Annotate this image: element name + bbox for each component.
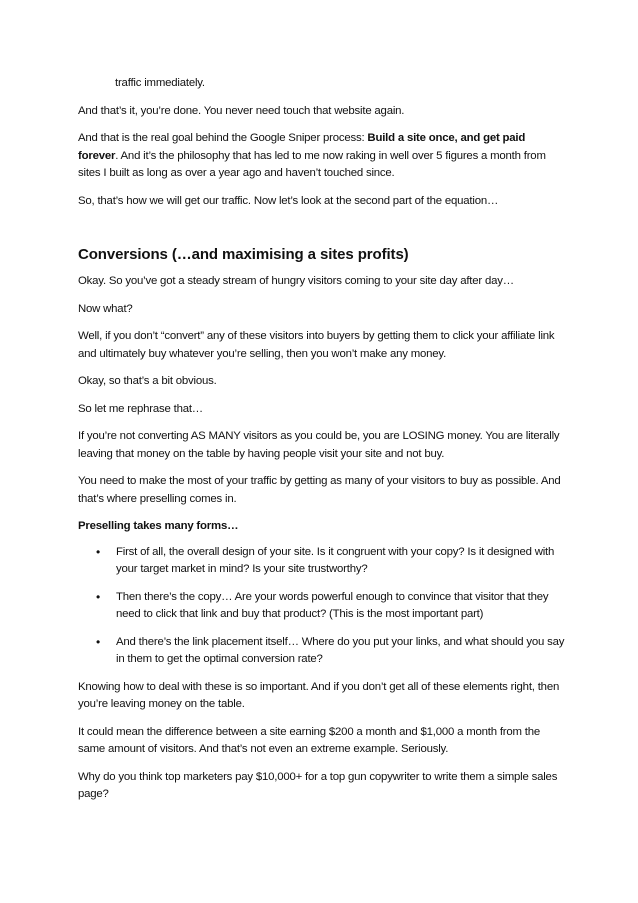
- paragraph-losing: If you’re not converting AS MANY visitors as you could be, you are LOSING money. You are literally leaving that money on the table by having people visit your site and not buy.: [78, 430, 560, 460]
- section-spacer: [78, 220, 566, 245]
- bullet-icon: •: [96, 544, 101, 559]
- paragraph-okay: Okay. So you’ve got a steady stream of hungry visitors coming to your site day after day…: [78, 275, 514, 287]
- paragraph-rephrase: So let me rephrase that…: [78, 402, 203, 415]
- goal-text-after: . And it’s the philosophy that has led to me now raking in well over 5 figures a month from sites I built as long as over a year ago and haven’t touched since.: [78, 149, 546, 179]
- paragraph-traffic: So, that’s how we will get our traffic. Now let’s look at the second part of the equation…: [78, 194, 499, 207]
- document-body: [78, 75, 566, 814]
- bullet-list: [78, 544, 566, 669]
- list-item-text: Then there’s the copy… Are your words powerful enough to convince that visitor that they need to click that link and buy that product? (This is the most important part): [116, 590, 549, 620]
- list-item: [78, 544, 566, 579]
- list-item: [78, 589, 566, 624]
- paragraph-goal: [78, 130, 566, 183]
- paragraph-convert: Well, if you don’t “convert” any of these visitors into buyers by getting them to click your affiliate link and ultimately buy whatever you’re selling, then you won’t make any money.: [78, 330, 555, 360]
- goal-text-before: And that is the real goal behind the Google Sniper process:: [78, 132, 368, 144]
- section-heading: Conversions (…and maximising a sites profits): [78, 246, 409, 263]
- list-item-text: First of all, the overall design of your site. Is it congruent with your copy? Is it designed with your target market in mind? Is your site trustworthy?: [116, 545, 555, 575]
- list-item-text: And there’s the link placement itself… Where do you put your links, and what should you say in them to get the optimal conversion rate?: [116, 635, 565, 665]
- paragraph-obvious: Okay, so that’s a bit obvious.: [78, 375, 217, 387]
- paragraph-done: And that’s it, you’re done. You never need touch that website again.: [78, 104, 405, 117]
- subheading: Preselling takes many forms…: [78, 520, 239, 532]
- bullet-icon: •: [96, 634, 101, 649]
- goal-bold-text: Build a site once, and get paid forever: [78, 132, 526, 162]
- paragraph-now-what: Now what?: [78, 302, 133, 315]
- paragraph-why: Why do you think top marketers pay $10,000+ for a top gun copywriter to write them a simple sales page?: [78, 770, 558, 800]
- paragraph-knowing: Knowing how to deal with these is so important. And if you don’t get all of these elements right, then you’re leaving money on the table.: [78, 680, 560, 710]
- paragraph-presell: You need to make the most of your traffic by getting as many of your visitors to buy as possible. And that’s where preselling comes in.: [78, 475, 561, 505]
- list-item: [78, 634, 566, 669]
- bullet-icon: •: [96, 589, 101, 604]
- intro-continuation: traffic immediately.: [115, 77, 205, 89]
- paragraph-difference: It could mean the difference between a site earning $200 a month and $1,000 a month from the same amount of visitors. And that’s not even an extreme example. Seriously.: [78, 725, 541, 755]
